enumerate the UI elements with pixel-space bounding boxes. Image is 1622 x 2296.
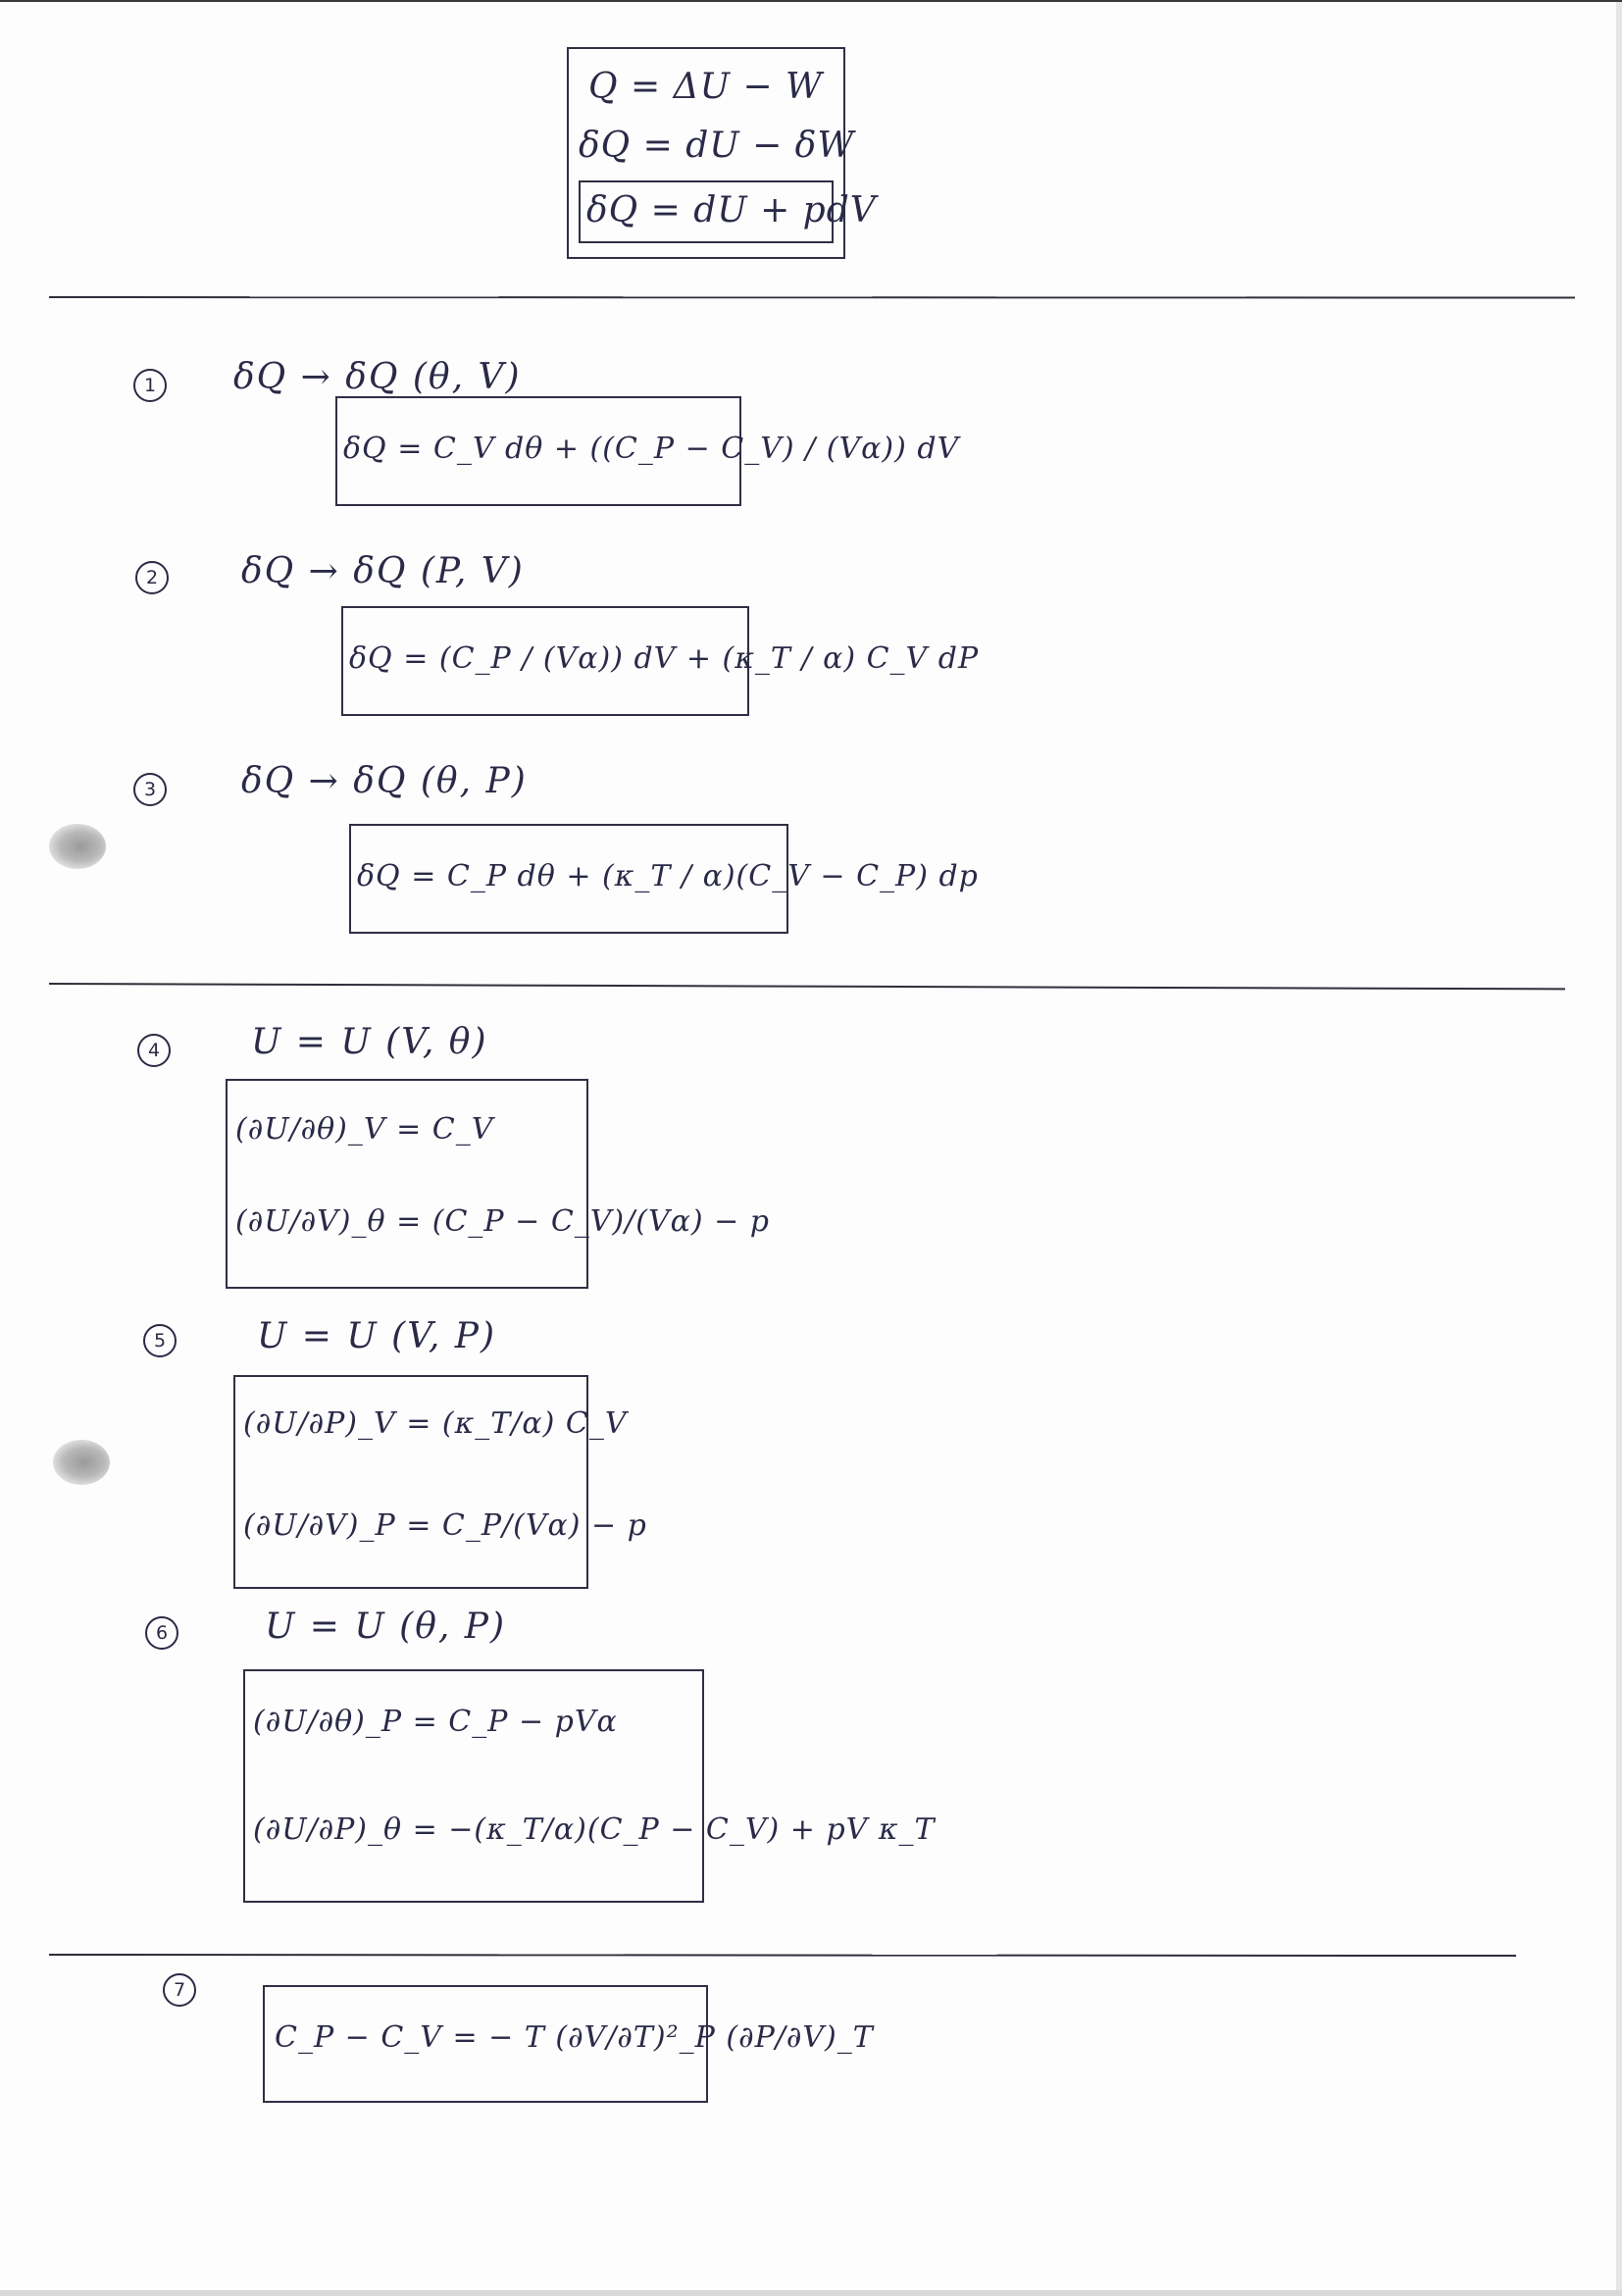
- derivative-line: (∂U/∂P)_θ = −(κ_T/α)(C_P − C_V) + pV κ_T: [253, 1812, 936, 1847]
- first-law-line-3: δQ = dU + pdV: [586, 190, 877, 230]
- first-law-line-1: Q = ΔU − W: [588, 67, 823, 107]
- item-heading: U = U (V, θ): [251, 1022, 488, 1062]
- derivative-line: (∂U/∂θ)_V = C_V: [235, 1112, 494, 1147]
- item-heading: δQ → δQ (θ, V): [233, 357, 522, 397]
- first-law-line-2: δQ = dU − δW: [579, 126, 855, 166]
- page-edge-shadow: [0, 2290, 1622, 2296]
- formula-text: δQ = C_P dθ + (κ_T / α)(C_V − C_P) dp: [357, 859, 979, 893]
- derivative-line: (∂U/∂P)_V = (κ_T/α) C_V: [243, 1406, 628, 1441]
- divider-line: [49, 296, 1575, 299]
- item-number: 4: [137, 1034, 171, 1067]
- divider-line: [49, 983, 1565, 990]
- punch-hole: [53, 1440, 110, 1485]
- page-edge-shadow: [1616, 2, 1622, 2296]
- derivative-line: (∂U/∂θ)_P = C_P − pVα: [253, 1705, 618, 1739]
- item-number: 1: [133, 369, 167, 402]
- divider-line: [49, 1954, 1516, 1957]
- item-heading: U = U (θ, P): [265, 1607, 507, 1647]
- item-number: 5: [143, 1324, 177, 1357]
- punch-hole: [49, 824, 106, 869]
- item-number: 3: [133, 773, 167, 806]
- item-heading: δQ → δQ (θ, P): [241, 761, 528, 801]
- formula-text: δQ = C_V dθ + ((C_P − C_V) / (Vα)) dV: [343, 432, 960, 466]
- formula-text: δQ = (C_P / (Vα)) dV + (κ_T / α) C_V dP: [349, 641, 980, 676]
- item-heading: U = U (V, P): [257, 1316, 497, 1356]
- item-number: 2: [135, 561, 169, 594]
- formula-text: C_P − C_V = − T (∂V/∂T)²_P (∂P/∂V)_T: [275, 2020, 874, 2055]
- derivative-line: (∂U/∂V)_P = C_P/(Vα) − p: [243, 1508, 647, 1543]
- item-heading: δQ → δQ (P, V): [241, 551, 525, 591]
- derivative-line: (∂U/∂V)_θ = (C_P − C_V)/(Vα) − p: [235, 1204, 770, 1239]
- derivative-box: [226, 1079, 588, 1289]
- item-number: 6: [145, 1616, 178, 1650]
- item-number: 7: [163, 1973, 196, 2007]
